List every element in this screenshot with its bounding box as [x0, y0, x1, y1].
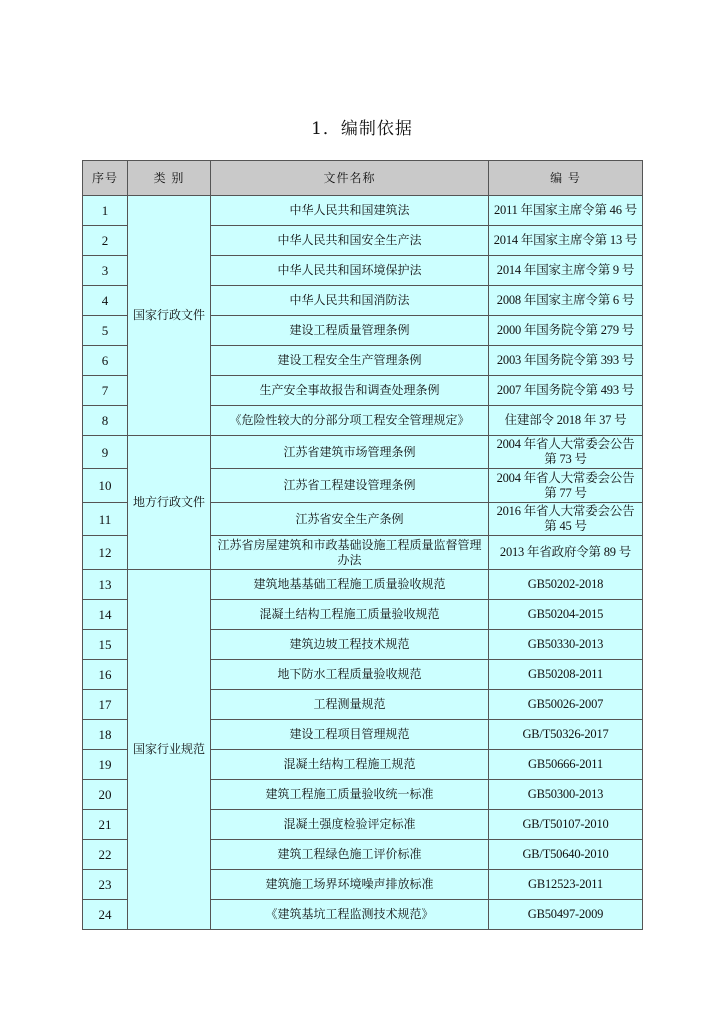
- document-name: 生产安全事故报告和调查处理条例: [211, 376, 489, 406]
- document-code: 2014 年国家主席令第 13 号: [489, 226, 643, 256]
- document-name: 建筑施工场界环境噪声排放标准: [211, 870, 489, 900]
- document-code: 2013 年省政府令第 89 号: [489, 536, 643, 570]
- document-name: 建筑边坡工程技术规范: [211, 630, 489, 660]
- row-number: 18: [83, 720, 128, 750]
- header-no: 序号: [83, 161, 128, 196]
- document-code: GB/T50326-2017: [489, 720, 643, 750]
- table-row: [83, 436, 643, 469]
- header-name: 文件名称: [211, 161, 489, 196]
- document-name: 中华人民共和国消防法: [211, 286, 489, 316]
- category-cell: 地方行政文件: [128, 436, 211, 570]
- document-name: 江苏省工程建设管理条例: [211, 469, 489, 503]
- document-name: 建筑工程绿色施工评价标准: [211, 840, 489, 870]
- row-number: 14: [83, 600, 128, 630]
- row-number: 23: [83, 870, 128, 900]
- document-name: 建设工程项目管理规范: [211, 720, 489, 750]
- table-body: [83, 196, 643, 930]
- document-code: 2003 年国务院令第 393 号: [489, 346, 643, 376]
- header-category: 类 别: [128, 161, 211, 196]
- table-row: [83, 196, 643, 226]
- document-code: GB50204-2015: [489, 600, 643, 630]
- document-code: 住建部令 2018 年 37 号: [489, 406, 643, 436]
- document-code: GB50026-2007: [489, 690, 643, 720]
- header-code: 编 号: [489, 161, 643, 196]
- table-header-row: [83, 161, 643, 196]
- table-row: [83, 570, 643, 600]
- row-number: 1: [83, 196, 128, 226]
- row-number: 12: [83, 536, 128, 570]
- row-number: 8: [83, 406, 128, 436]
- document-name: 中华人民共和国安全生产法: [211, 226, 489, 256]
- row-number: 2: [83, 226, 128, 256]
- document-name: 混凝土强度检验评定标准: [211, 810, 489, 840]
- document-code: GB12523-2011: [489, 870, 643, 900]
- document-code: GB50497-2009: [489, 900, 643, 930]
- document-code: 2004 年省人大常委会公告第 73 号: [489, 436, 643, 469]
- document-name: 建设工程安全生产管理条例: [211, 346, 489, 376]
- document-code: GB50300-2013: [489, 780, 643, 810]
- page-title: 1．编制依据: [311, 119, 413, 139]
- document-name: 建筑地基基础工程施工质量验收规范: [211, 570, 489, 600]
- row-number: 4: [83, 286, 128, 316]
- document-name: 江苏省房屋建筑和市政基础设施工程质量监督管理办法: [211, 536, 489, 570]
- document-code: GB/T50107-2010: [489, 810, 643, 840]
- category-cell: 国家行政文件: [128, 196, 211, 436]
- row-number: 19: [83, 750, 128, 780]
- row-number: 22: [83, 840, 128, 870]
- document-code: 2008 年国家主席令第 6 号: [489, 286, 643, 316]
- document-name: 混凝土结构工程施工质量验收规范: [211, 600, 489, 630]
- document-name: 混凝土结构工程施工规范: [211, 750, 489, 780]
- row-number: 24: [83, 900, 128, 930]
- document-name: 江苏省安全生产条例: [211, 503, 489, 536]
- row-number: 20: [83, 780, 128, 810]
- row-number: 16: [83, 660, 128, 690]
- document-name: 《建筑基坑工程监测技术规范》: [211, 900, 489, 930]
- row-number: 11: [83, 503, 128, 536]
- row-number: 9: [83, 436, 128, 469]
- row-number: 3: [83, 256, 128, 286]
- row-number: 15: [83, 630, 128, 660]
- document-code: GB50330-2013: [489, 630, 643, 660]
- category-cell: 国家行业规范: [128, 570, 211, 930]
- document-name: 中华人民共和国建筑法: [211, 196, 489, 226]
- document-code: 2000 年国务院令第 279 号: [489, 316, 643, 346]
- document-code: 2007 年国务院令第 493 号: [489, 376, 643, 406]
- basis-table: [82, 160, 643, 930]
- document-name: 中华人民共和国环境保护法: [211, 256, 489, 286]
- document-code: 2011 年国家主席令第 46 号: [489, 196, 643, 226]
- row-number: 21: [83, 810, 128, 840]
- document-code: GB50666-2011: [489, 750, 643, 780]
- row-number: 7: [83, 376, 128, 406]
- document-name: 工程测量规范: [211, 690, 489, 720]
- document-code: 2016 年省人大常委会公告第 45 号: [489, 503, 643, 536]
- document-code: 2004 年省人大常委会公告第 77 号: [489, 469, 643, 503]
- document-code: GB50202-2018: [489, 570, 643, 600]
- document-name: 江苏省建筑市场管理条例: [211, 436, 489, 469]
- row-number: 17: [83, 690, 128, 720]
- row-number: 5: [83, 316, 128, 346]
- row-number: 10: [83, 469, 128, 503]
- document-code: GB50208-2011: [489, 660, 643, 690]
- document-code: GB/T50640-2010: [489, 840, 643, 870]
- document-name: 地下防水工程质量验收规范: [211, 660, 489, 690]
- document-code: 2014 年国家主席令第 9 号: [489, 256, 643, 286]
- row-number: 13: [83, 570, 128, 600]
- document-name: 建设工程质量管理条例: [211, 316, 489, 346]
- row-number: 6: [83, 346, 128, 376]
- document-name: 建筑工程施工质量验收统一标准: [211, 780, 489, 810]
- document-name: 《危险性较大的分部分项工程安全管理规定》: [211, 406, 489, 436]
